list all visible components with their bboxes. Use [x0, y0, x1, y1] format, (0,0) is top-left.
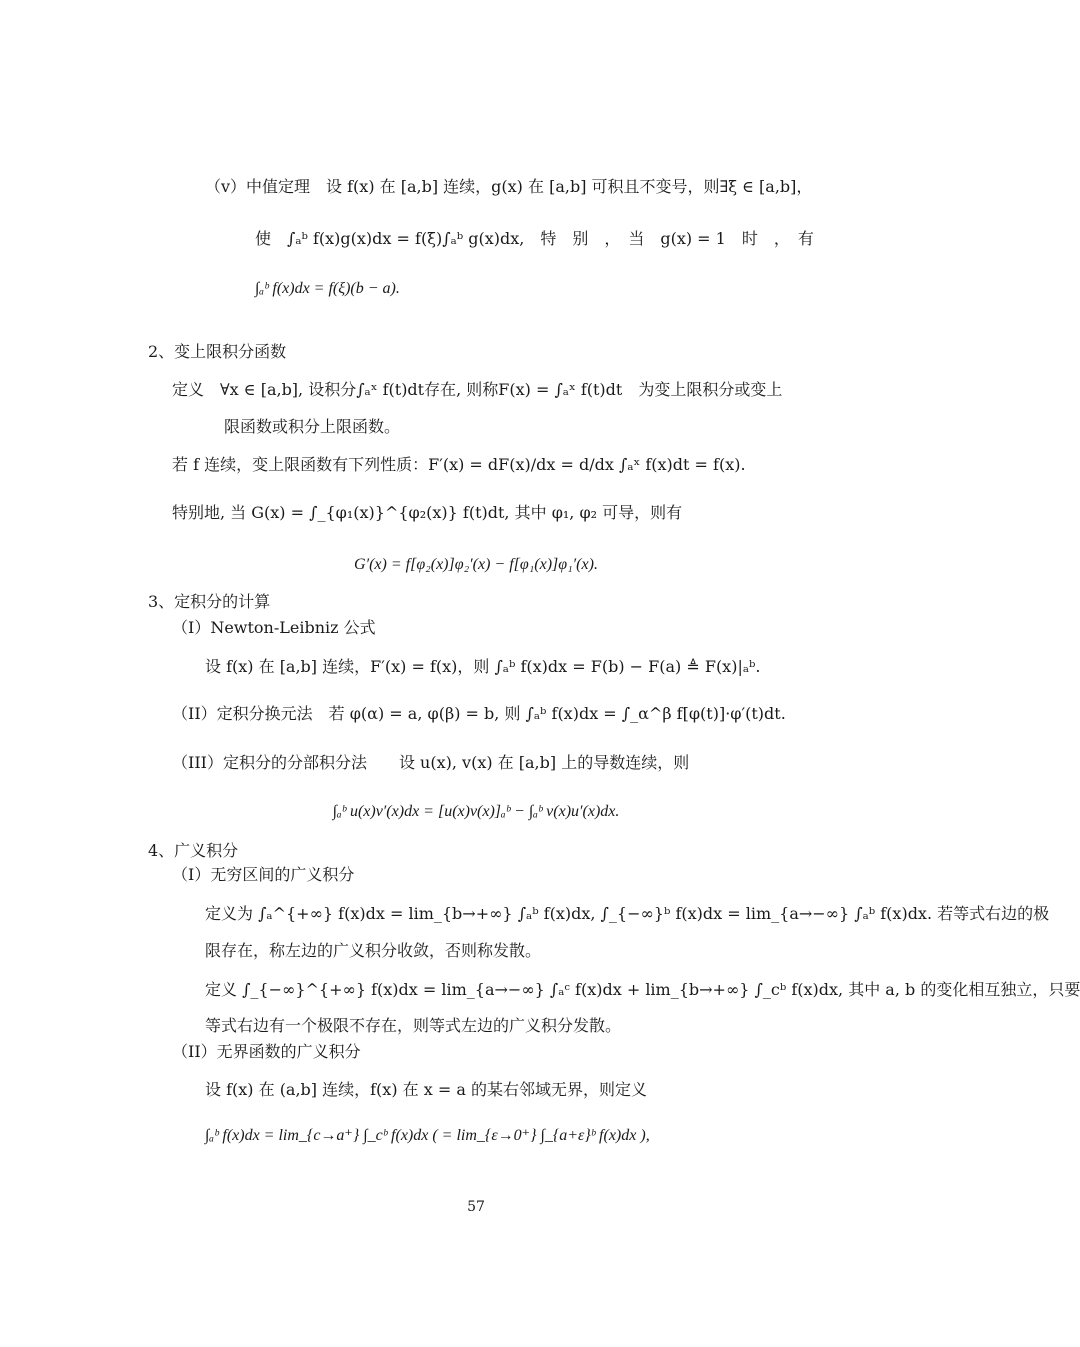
integration-by-parts-formula: ∫ₐᵇ u(x)v′(x)dx = [u(x)v(x)]ₐᵇ − ∫ₐᵇ v(x)u′(x)dx. — [332, 803, 620, 820]
infinite-interval-definition-2: 限存在，称左边的广义积分收敛，否则称发散。 — [205, 941, 542, 960]
subheading-unbounded-function: （II）无界函数的广义积分 — [172, 1042, 361, 1061]
subheading-infinite-interval: （I）无穷区间的广义积分 — [172, 865, 355, 884]
mean-value-theorem-line-2: 使 ∫ₐᵇ f(x)g(x)dx = f(ξ)∫ₐᵇ g(x)dx, 特 别 ， 当 g(x) = 1 时 ， 有 — [255, 229, 814, 248]
definition-line-1: 定义 ∀x ∈ [a,b], 设积分∫ₐˣ f(t)dt存在, 则称F(x) = ∫ₐˣ f(t)dt 为变上限积分或变上 — [172, 380, 783, 399]
definition-line-2: 限函数或积分上限函数。 — [224, 417, 401, 436]
newton-leibniz-formula: 设 f(x) 在 [a,b] 连续，F′(x) = f(x)，则 ∫ₐᵇ f(x)dx = F(b) − F(a) ≜ F(x)|ₐᵇ. — [205, 657, 761, 676]
mean-value-theorem-line-1: （v）中值定理 设 f(x) 在 [a,b] 连续，g(x) 在 [a,b] 可积且不变号，则∃ξ ∈ [a,b]， — [205, 177, 813, 196]
unbounded-function-formula: ∫ₐᵇ f(x)dx = lim_{c→a⁺} ∫_cᵇ f(x)dx ( = lim_{ε→0⁺} ∫_{a+ε}ᵇ f(x)dx ), — [205, 1127, 650, 1144]
section-heading-2: 2、变上限积分函数 — [148, 342, 287, 361]
infinite-interval-definition-1: 定义为 ∫ₐ^{+∞} f(x)dx = lim_{b→+∞} ∫ₐᵇ f(x)dx, ∫_{−∞}ᵇ f(x)dx = lim_{a→−∞} ∫ₐᵇ f(x)dx. 若等式右边的极 — [205, 904, 1050, 923]
section-heading-4: 4、广义积分 — [148, 841, 239, 860]
property-line: 若 f 连续，变上限函数有下列性质：F′(x) = dF(x)/dx = d/dx ∫ₐˣ f(x)dt = f(x). — [172, 455, 746, 474]
double-infinite-definition-2: 等式右边有一个极限不存在，则等式左边的广义积分发散。 — [205, 1016, 622, 1035]
mean-value-theorem-formula: ∫ₐᵇ f(x)dx = f(ξ)(b − a). — [255, 280, 400, 297]
derivative-formula: G′(x) = f[φ₂(x)]φ₂′(x) − f[φ₁(x)]φ₁′(x). — [354, 556, 598, 573]
subheading-newton-leibniz: （I）Newton-Leibniz 公式 — [172, 618, 376, 637]
page-number: 57 — [467, 1199, 485, 1215]
unbounded-function-definition: 设 f(x) 在 (a,b] 连续，f(x) 在 x = a 的某右邻域无界，则定义 — [205, 1080, 647, 1099]
special-case-line: 特别地, 当 G(x) = ∫_{φ₁(x)}^{φ₂(x)} f(t)dt, 其中 φ₁, φ₂ 可导，则有 — [172, 503, 683, 522]
section-heading-3: 3、定积分的计算 — [148, 592, 271, 611]
double-infinite-definition-1: 定义 ∫_{−∞}^{+∞} f(x)dx = lim_{a→−∞} ∫ₐᶜ f(x)dx + lim_{b→+∞} ∫_cᵇ f(x)dx, 其中 a, b 的变化相互独立，只要 — [205, 980, 1080, 999]
integration-by-parts-line: （III）定积分的分部积分法 设 u(x), v(x) 在 [a,b] 上的导数连续，则 — [172, 753, 690, 772]
substitution-line: （II）定积分换元法 若 φ(α) = a, φ(β) = b, 则 ∫ₐᵇ f(x)dx = ∫_α^β f[φ(t)]·φ′(t)dt. — [172, 704, 786, 723]
